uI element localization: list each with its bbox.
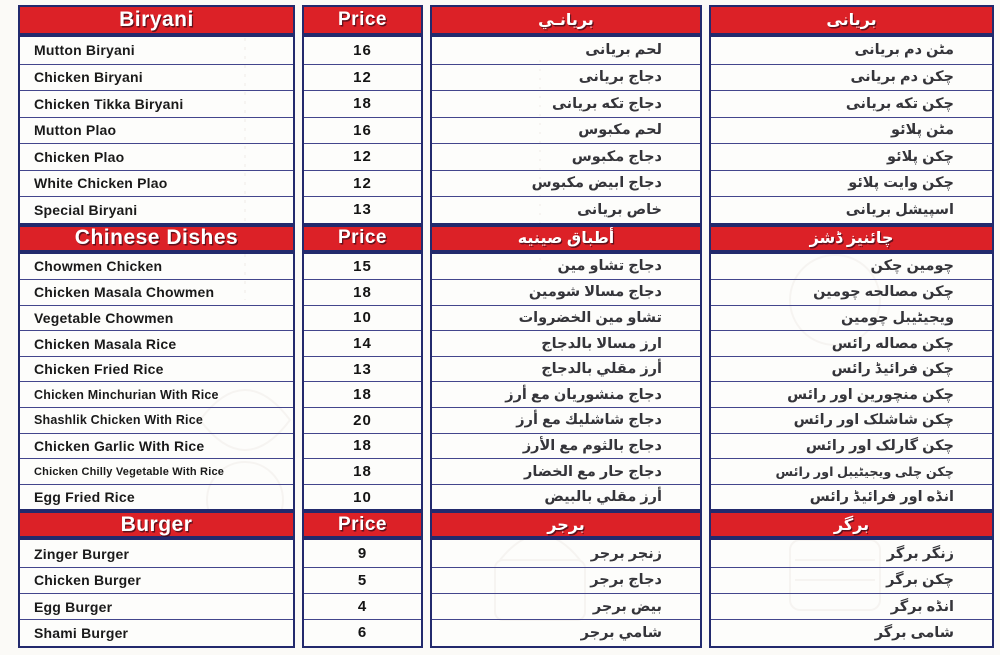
dish-name-arabic: دجاج بالثوم مع الأرز <box>522 437 662 454</box>
dish-name-english: Egg Fried Rice <box>34 489 135 506</box>
menu-item-row <box>304 407 421 433</box>
dish-name-urdu: چکن مصاله رائس <box>831 335 954 352</box>
dish-name-arabic: دجاج منشوريان مع أرز <box>505 386 662 403</box>
dish-name-urdu: چکن برگر <box>886 572 954 589</box>
dish-name-arabic: دجاج مكبوس <box>571 148 662 165</box>
menu-item-row <box>304 37 421 64</box>
dish-name-english: Egg Burger <box>34 598 113 615</box>
dish-name-english: Vegetable Chowmen <box>34 309 174 326</box>
price-value: 18 <box>353 95 372 113</box>
dish-name-english: Chicken Burger <box>34 572 142 589</box>
menu-item-row <box>432 64 700 91</box>
menu-item-row <box>304 254 421 280</box>
dish-name-urdu: چکن تکه بریانی <box>845 95 954 112</box>
menu-item-row <box>20 305 293 331</box>
menu-item-row <box>304 90 421 117</box>
dish-name-arabic: بيض برجر <box>592 598 662 615</box>
dish-name-arabic: ارز مسالا بالدجاج <box>541 335 662 352</box>
menu-item-row <box>432 381 700 407</box>
dish-name-arabic: دجاج برجر <box>590 572 662 589</box>
dish-name-arabic: دجاج بريانى <box>578 69 662 86</box>
menu-item-row <box>711 619 992 645</box>
dish-name-arabic: شامي برجر <box>580 624 662 641</box>
menu-item-row <box>432 90 700 117</box>
menu-item-row <box>20 143 293 170</box>
menu-item-row <box>711 90 992 117</box>
dish-name-english: Chicken Chilly Vegetable With Rice <box>34 465 225 478</box>
menu-item-row <box>711 593 992 619</box>
menu-item-row <box>20 593 293 619</box>
menu-item-row <box>304 330 421 356</box>
dish-name-urdu: چکن پلائو <box>887 148 954 165</box>
menu-item-row <box>432 143 700 170</box>
menu-item-row <box>432 356 700 382</box>
section-header-english: Biryani <box>18 5 295 35</box>
price-value: 10 <box>353 488 372 506</box>
dish-name-arabic: أرز مقلي بالدجاج <box>541 361 662 378</box>
dish-name-english: Mutton Plao <box>34 122 117 139</box>
menu-item-row <box>20 381 293 407</box>
menu-item-row <box>711 196 992 223</box>
dish-name-english: Chicken Masala Chowmen <box>34 284 215 301</box>
menu-item-row <box>432 593 700 619</box>
dish-name-english: Chicken Minchurian With Rice <box>34 387 219 402</box>
menu-item-row <box>304 170 421 197</box>
menu-item-row <box>304 196 421 223</box>
menu-item-row <box>304 458 421 484</box>
menu-item-row <box>304 117 421 144</box>
menu-item-row <box>432 117 700 144</box>
dish-name-english: Chicken Masala Rice <box>34 335 177 352</box>
menu-item-row <box>432 484 700 510</box>
menu-item-row <box>711 254 992 280</box>
menu-item-row <box>711 170 992 197</box>
menu-item-row <box>20 540 293 566</box>
section-header-english: Burger <box>18 511 295 538</box>
column-price <box>302 5 423 648</box>
section-body <box>430 35 702 225</box>
price-value: 12 <box>353 148 372 166</box>
menu-item-row <box>20 458 293 484</box>
section-body <box>709 252 994 512</box>
price-value: 5 <box>357 571 368 589</box>
dish-name-urdu: چکن چلی ویجیٹیبل اور رائس <box>775 463 954 479</box>
menu-item-row <box>711 540 992 566</box>
section-header-price: Price <box>302 5 423 35</box>
section-body <box>18 538 295 647</box>
price-value: 16 <box>353 41 372 59</box>
menu-item-row <box>711 279 992 305</box>
dish-name-english: Chicken Biryani <box>34 69 143 86</box>
menu-item-row <box>20 279 293 305</box>
menu-item-row <box>711 305 992 331</box>
dish-name-urdu: مٹن دم بریانی <box>854 42 954 59</box>
dish-name-urdu: چومین چکن <box>870 258 954 275</box>
dish-name-english: Mutton Biryani <box>34 42 135 59</box>
menu-item-row <box>304 593 421 619</box>
price-value: 6 <box>357 624 368 642</box>
menu-item-row <box>20 407 293 433</box>
section-header-price: Price <box>302 225 423 252</box>
dish-name-urdu: شامی برگر <box>874 624 954 641</box>
menu-item-row <box>304 484 421 510</box>
menu-item-row <box>304 356 421 382</box>
dish-name-english: Chowmen Chicken <box>34 258 163 275</box>
section-body <box>18 252 295 512</box>
section-body <box>430 538 702 647</box>
dish-name-english: Special Biryani <box>34 201 138 218</box>
menu-item-row <box>432 458 700 484</box>
menu-item-row <box>20 64 293 91</box>
menu-item-row <box>304 619 421 645</box>
menu-item-row <box>711 484 992 510</box>
menu-item-row <box>20 254 293 280</box>
menu-item-row <box>432 37 700 64</box>
column-urdu <box>709 5 994 648</box>
dish-name-arabic: دجاج ابيض مكبوس <box>531 175 662 192</box>
menu-item-row <box>432 305 700 331</box>
column-english <box>18 5 295 648</box>
price-value: 18 <box>353 386 372 404</box>
dish-name-urdu: چکن دم بریانی <box>850 69 954 86</box>
price-value: 12 <box>353 174 372 192</box>
menu-item-row <box>711 458 992 484</box>
menu-item-row <box>20 619 293 645</box>
section-header-arabic: بريانـي <box>430 5 702 35</box>
menu-item-row <box>20 170 293 197</box>
section-body <box>709 538 994 647</box>
menu-item-row <box>304 279 421 305</box>
dish-name-urdu: انڈه برگر <box>890 598 954 615</box>
menu-item-row <box>20 330 293 356</box>
dish-name-english: Shami Burger <box>34 624 129 641</box>
price-value: 10 <box>353 309 372 327</box>
menu-item-row <box>304 433 421 459</box>
dish-name-english: Shashlik Chicken With Rice <box>34 413 204 428</box>
section-body <box>302 35 423 225</box>
menu-item-row <box>20 484 293 510</box>
section-header-urdu: چائنیز ڈشز <box>709 225 994 252</box>
menu-item-row <box>711 567 992 593</box>
dish-name-urdu: چکن مصالحه چومین <box>813 284 954 301</box>
dish-name-arabic: دجاج تكه بريانى <box>552 95 662 112</box>
section-header-price: Price <box>302 511 423 538</box>
section-header-english: Chinese Dishes <box>18 225 295 252</box>
price-value: 15 <box>353 257 372 275</box>
dish-name-urdu: زنگر برگر <box>886 545 954 562</box>
menu-item-row <box>711 64 992 91</box>
menu-item-row <box>711 433 992 459</box>
dish-name-urdu: ویجیٹیبل چومین <box>840 309 954 326</box>
dish-name-arabic: دجاج مسالا شومين <box>528 284 662 301</box>
dish-name-english: Chicken Garlic With Rice <box>34 437 205 454</box>
menu-item-row <box>432 540 700 566</box>
menu-item-row <box>432 619 700 645</box>
price-value: 18 <box>353 283 372 301</box>
column-arabic <box>430 5 702 648</box>
menu-item-row <box>432 433 700 459</box>
menu-item-row <box>304 540 421 566</box>
dish-name-english: Chicken Plao <box>34 148 125 165</box>
menu-item-row <box>304 305 421 331</box>
price-value: 14 <box>353 335 372 353</box>
menu-item-row <box>304 567 421 593</box>
price-value: 13 <box>353 360 372 378</box>
menu-item-row <box>20 117 293 144</box>
section-body <box>430 252 702 512</box>
menu-item-row <box>20 356 293 382</box>
menu-item-row <box>711 143 992 170</box>
menu-item-row <box>432 196 700 223</box>
menu-item-row <box>711 381 992 407</box>
dish-name-arabic: دجاج تشاو مين <box>557 258 662 275</box>
dish-name-urdu: چکن شاشلک اور رائس <box>793 412 954 429</box>
price-value: 18 <box>353 463 372 481</box>
dish-name-urdu: اسپیشل بریانی <box>845 201 954 218</box>
dish-name-arabic: لحم بريانى <box>585 42 662 59</box>
menu-item-row <box>432 330 700 356</box>
section-body <box>302 252 423 512</box>
menu-item-row <box>20 37 293 64</box>
dish-name-urdu: چکن منچورین اور رائس <box>787 386 954 403</box>
dish-name-arabic: خاص بريانى <box>577 201 662 218</box>
price-value: 16 <box>353 121 372 139</box>
menu-item-row <box>432 254 700 280</box>
dish-name-arabic: زنجر برجر <box>590 545 662 562</box>
dish-name-urdu: چکن فرائیڈ رائس <box>831 361 954 378</box>
price-value: 18 <box>353 437 372 455</box>
menu-item-row <box>20 433 293 459</box>
menu-item-row <box>711 117 992 144</box>
menu-item-row <box>304 143 421 170</box>
menu-item-row <box>711 37 992 64</box>
dish-name-english: Chicken Fried Rice <box>34 361 164 378</box>
menu-item-row <box>711 330 992 356</box>
section-header-urdu: بریانی <box>709 5 994 35</box>
menu-item-row <box>432 407 700 433</box>
dish-name-urdu: مٹن پلائو <box>891 122 954 139</box>
dish-name-english: Zinger Burger <box>34 545 130 562</box>
dish-name-arabic: دجاج حار مع الخضار <box>524 463 662 480</box>
menu-item-row <box>432 567 700 593</box>
menu-item-row <box>20 196 293 223</box>
section-header-urdu: برگر <box>709 511 994 538</box>
menu-item-row <box>432 170 700 197</box>
dish-name-arabic: لحم مكبوس <box>578 122 662 139</box>
section-header-arabic: أطباق صينيه <box>430 225 702 252</box>
dish-name-arabic: تشاو مين الخضروات <box>518 309 662 326</box>
section-body <box>709 35 994 225</box>
menu-item-row <box>20 567 293 593</box>
menu-item-row <box>432 279 700 305</box>
price-value: 20 <box>353 411 372 429</box>
dish-name-english: Chicken Tikka Biryani <box>34 95 184 112</box>
section-body <box>18 35 295 225</box>
dish-name-arabic: أرز مقلي بالبيض <box>544 489 662 506</box>
dish-name-urdu: چکن گارلک اور رائس <box>805 437 954 454</box>
price-value: 13 <box>353 201 372 219</box>
dish-name-english: White Chicken Plao <box>34 175 168 192</box>
menu-item-row <box>20 90 293 117</box>
menu-item-row <box>711 356 992 382</box>
dish-name-urdu: چکن وایت پلائو <box>848 175 954 192</box>
dish-name-urdu: انڈه اور فرائیڈ رائس <box>809 489 954 506</box>
menu-item-row <box>711 407 992 433</box>
price-value: 4 <box>357 598 368 616</box>
menu-item-row <box>304 64 421 91</box>
section-header-arabic: برجر <box>430 511 702 538</box>
price-value: 9 <box>357 545 368 563</box>
price-value: 12 <box>353 68 372 86</box>
section-body <box>302 538 423 647</box>
menu-item-row <box>304 381 421 407</box>
dish-name-arabic: دجاج شاشليك مع أرز <box>516 412 662 429</box>
